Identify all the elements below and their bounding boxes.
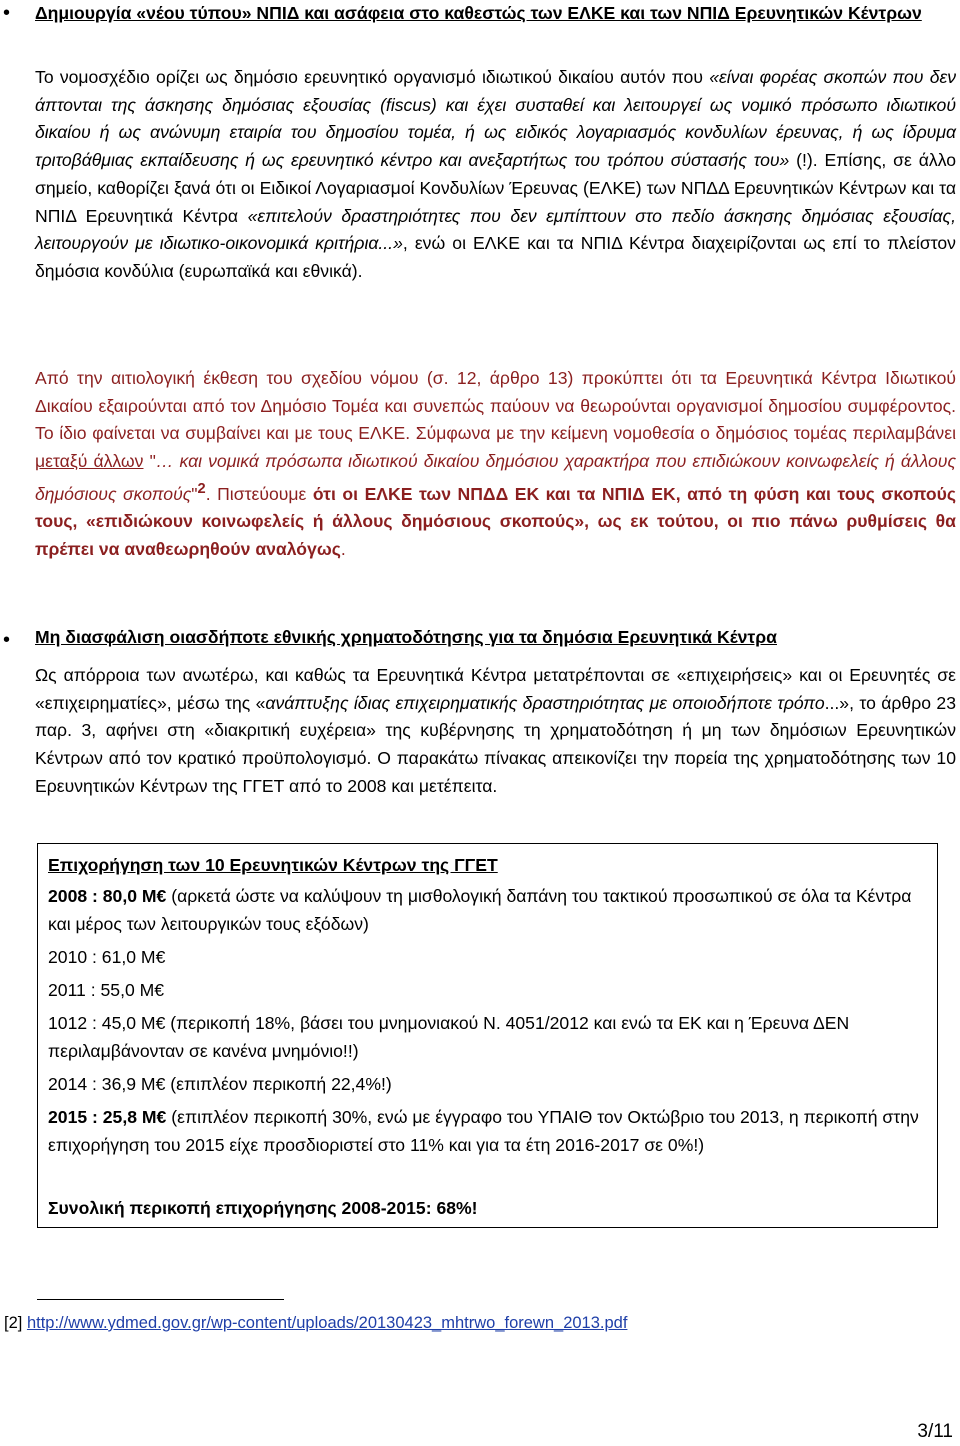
funding-row-note: (επιπλέον περικοπή 22,4%!) — [165, 1074, 392, 1094]
funding-row-label: 2011 : 55,0 Μ€ — [48, 980, 165, 1000]
funding-row-label: 2010 : 61,0 Μ€ — [48, 947, 166, 967]
quoted-text: «είναι φορέας σκοπών που δεν άπτονται της άσκησης δημόσιας εξουσίας (fiscus) και έχει συσταθεί και λειτουργεί ως νομικό πρόσωπο ιδιωτικού δικαίου ή ως ανώνυμη εταιρία του δημοσίου τομέα, ή ως ειδικός λογαριασμός κονδυλίων έρευνας, ή ως ίδρυμα τριτοβάθμιας εκπαίδευσης ή ως ερευνητικό κέντρο και ανεξαρτήτως του τρόπου σύστασής του» — [35, 67, 956, 171]
text-run: Από την αιτιολογική έκθεση του σχεδίου νόμου (σ. 12, άρθρο 13) προκύπτει ότι τα Ερευνητικά Κέντρα Ιδιωτικού Δικαίου εξαιρούνται από τον Δημόσιο Τομέα και συνεπώς παύουν να θεωρούνται οργανισμοί δημοσίου συμφέροντος. Το ίδιο φαίνεται να συμβαίνει και με τους ΕΛΚΕ. Σύμφωνα με την κείμενη νομοθεσία ο δημόσιος τομέας περιλαμβάνει — [35, 368, 956, 444]
funding-table-box — [37, 843, 938, 1228]
funding-row-label: 2014 : 36,9 Μ€ — [48, 1074, 166, 1094]
footnote-separator — [37, 1299, 284, 1300]
text-run: ...», το άρθρο 23 παρ. 3, αφήνει στη «διακριτική ευχέρεια» της κυβέρνησης τη χρηματοδότηση ή μη των δημόσιων Ερευνητικών Κέντρων από τον κρατικό προϋπολογισμό. Ο παρακάτω πίνακας απεικονίζει την πορεία της χρηματοδότησης των 10 Ερευνητικών Κέντρων της ΓΓΕΤ από το 2008 και μετέπειτα. — [35, 692, 956, 796]
text-run: , ενώ οι ΕΛΚΕ και τα ΝΠΙΔ Κέντρα διαχειρίζονται ως επί το πλείστον δημόσια κονδύλια (ευρωπαϊκά και εθνικά). — [35, 233, 956, 281]
text-run: . — [340, 539, 346, 560]
section2-heading: Μη διασφάλιση οιασδήποτε εθνικής χρηματοδότησης για τα δημόσια Ερευνητικά Κέντρα — [35, 627, 777, 647]
funding-row-note: (περικοπή 18%, βάσει του μνημονιακού Ν. 4051/2012 και ενώ τα ΕΚ και η Έρευνα ΔΕΝ περιλαμβάνονταν σε κανένα μνημόνιο!!) — [48, 1013, 850, 1061]
funding-row-label: 1012 : 45,0 Μ€ — [48, 1013, 166, 1033]
funding-table-title: Επιχορήγηση των 10 Ερευνητικών Κέντρων της ΓΓΕΤ — [48, 855, 498, 875]
section1-paragraph-2 — [35, 365, 956, 564]
text-run: " — [143, 451, 156, 472]
funding-row-2010 — [48, 944, 928, 972]
footnote — [4, 1312, 627, 1334]
funding-row-1012 — [48, 1010, 928, 1065]
funding-row-label: 2015 : 25,8 Μ€ — [48, 1107, 167, 1127]
footnote-ref[interactable]: 2 — [197, 480, 206, 497]
text-run: Ως απόρροια των ανωτέρω, και καθώς τα Ερευνητικά Κέντρα μετατρέπονται σε «επιχειρήσεις» και οι Ερευνητές σε «επιχειρηματίες», μέσω της « — [35, 665, 956, 713]
funding-row-note: (επιπλέον περικοπή 30%, ενώ με έγγραφο του ΥΠΑΙΘ τον Οκτώβριο του 2013, η περικοπή στην επιχορήγηση του 2015 είχε προσδιοριστεί στο 11% και για τα έτη 2016-2017 σε 0%!) — [48, 1107, 919, 1155]
funding-row-2014 — [48, 1071, 928, 1099]
section1-heading: Δημιουργία «νέου τύπου» ΝΠΙΔ και ασάφεια στο καθεστώς των ΕΛΚΕ και των ΝΠΙΔ Ερευνητικών Κέντρων — [35, 3, 922, 23]
text-run: . Πιστεύουμε — [205, 483, 313, 504]
bullet-marker: • — [3, 629, 11, 651]
funding-total: Συνολική περικοπή επιχορήγησης 2008-2015: 68%! — [48, 1198, 478, 1218]
bullet-marker: • — [3, 2, 11, 24]
section2-paragraph — [35, 662, 956, 801]
funding-row-2015 — [48, 1104, 928, 1159]
page-number: 3/11 — [917, 1421, 953, 1442]
quoted-text: ανάπτυξης ίδιας επιχειρηματικής δραστηριότητας με οποιοδήποτε τρόπο — [265, 692, 825, 713]
funding-row-note: (αρκετά ώστε να καλύψουν τη μισθολογική δαπάνη του τακτικού προσωπικού σε όλα τα Κέντρα και μέρος των λειτουργικών τους εξόδων) — [48, 886, 912, 934]
text-run: Το νομοσχέδιο ορίζει ως δημόσιο ερευνητικό οργανισμό ιδιωτικού δικαίου αυτόν που — [35, 67, 710, 87]
footnote-number: [2] — [4, 1314, 27, 1332]
text-run: (!). Επίσης, σε άλλο σημείο, καθορίζει ξανά ότι οι Ειδικοί Λογαριασμοί Κονδυλίων Έρευνας (ΕΛΚΕ) των ΝΠΔΔ Ερευνητικών Κέντρων και τα ΝΠΙΔ Ερευνητικά Κέντρα — [35, 150, 957, 226]
footnote-link[interactable]: http://www.ydmed.gov.gr/wp-content/uploads/20130423_mhtrwo_forewn_2013.pdf — [26, 1314, 628, 1332]
funding-row-2011 — [48, 977, 928, 1005]
underlined-text: μεταξύ άλλων — [35, 451, 144, 472]
funding-row-label: 2008 : 80,0 Μ€ — [48, 886, 167, 906]
quoted-text: «επιτελούν δραστηριότητες που δεν εμπίπτουν στο πεδίο άσκησης δημόσιας εξουσίας, λειτουργούν με ιδιωτικο-οικονομικά κριτήρια...» — [35, 205, 957, 254]
text-run: " — [191, 483, 198, 504]
quoted-text: … και νομικά πρόσωπα ιδιωτικού δικαίου δημόσιου χαρακτήρα που επιδιώκουν κοινωφελείς ή άλλους δημόσιους σκοπούς — [35, 451, 957, 504]
funding-row-2008 — [48, 883, 928, 938]
section1-paragraph-1 — [35, 64, 956, 286]
bold-conclusion: ότι οι ΕΛΚΕ των ΝΠΔΔ ΕΚ και τα ΝΠΙΔ ΕΚ, από τη φύση και τους σκοπούς τους, «επιδιώκουν κοινωφελείς ή άλλους δημόσιους σκοπούς», ως εκ τούτου, οι πιο πάνω ρυθμίσεις θα πρέπει να αναθεωρηθούν αναλόγως — [35, 483, 956, 560]
